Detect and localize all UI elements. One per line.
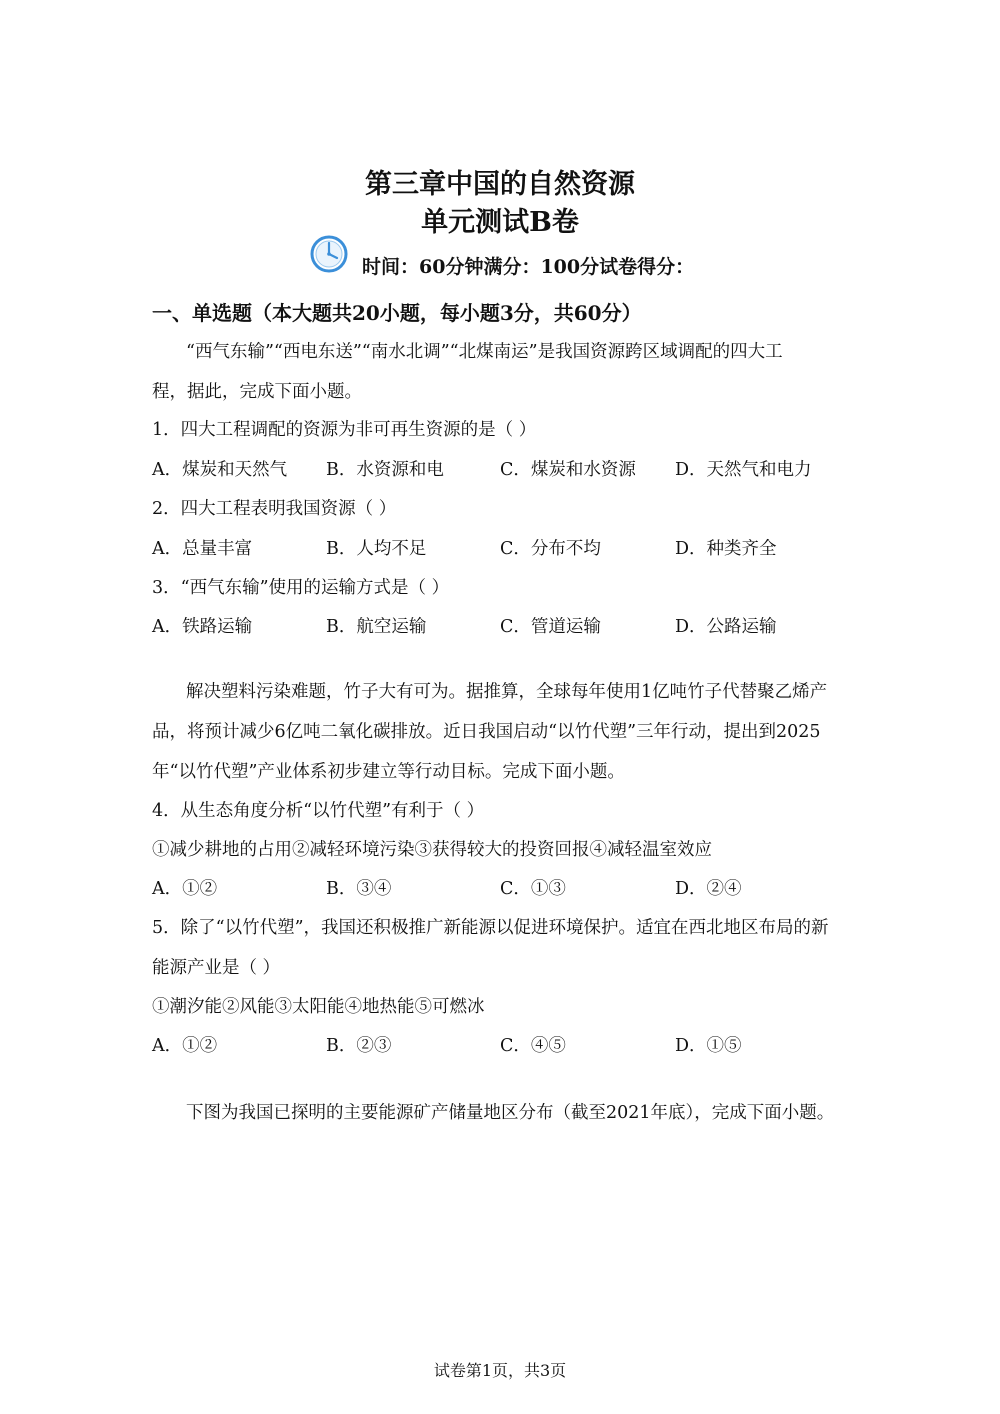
intro-1-line-1: “西气东输”“西电东送”“南水北调”“北煤南运”是我国资源跨区域调配的四大工 [186,342,783,362]
intro-2-line-1: 解决塑料污染难题，竹子大有可为。据推算，全球每年使用1亿吨竹子代替聚乙烯产 [186,682,828,702]
intro-3: 下图为我国已探明的主要能源矿产储量地区分布（截至2021年底），完成下面小题。 [186,1103,835,1123]
q4-option-d: D．②④ [675,879,742,899]
intro-1-line-2: 程，据此，完成下面小题。 [152,382,362,402]
q2-option-b: B．人均不足 [326,539,427,559]
q2-option-a: A．总量丰富 [152,539,253,559]
q5-option-c: C．④⑤ [500,1036,566,1056]
q1-option-c: C．煤炭和水资源 [500,460,636,480]
section-heading: 一、单选题（本大题共20小题，每小题3分，共60分） [152,301,642,325]
q1-option-b: B．水资源和电 [326,460,444,480]
question-3: 3．“西气东输”使用的运输方式是（ ） [152,578,450,598]
exam-meta: 时间：60分钟满分：100分试卷得分： [362,256,695,278]
page-footer: 试卷第1页，共3页 [433,1361,567,1380]
intro-2-line-3: 年“以竹代塑”产业体系初步建立等行动目标。完成下面小题。 [152,762,625,782]
q4-option-a: A．①② [152,879,218,899]
q1-option-a: A．煤炭和天然气 [152,460,288,480]
q3-option-d: D．公路运输 [675,617,777,637]
q3-option-b: B．航空运输 [326,617,427,637]
intro-2-line-2: 品，将预计减少6亿吨二氧化碳排放。近日我国启动“以竹代塑”三年行动，提出到2025 [152,722,821,742]
question-5-line-1: 5．除了“以竹代塑”，我国还积极推广新能源以促进环境保护。适宜在西北地区布局的新 [152,918,829,938]
q5-choice-list: ①潮汐能②风能③太阳能④地热能⑤可燃冰 [152,997,485,1017]
question-4: 4．从生态角度分析“以竹代塑”有利于（ ） [152,801,485,821]
clock-icon [309,234,349,274]
q3-option-c: C．管道运输 [500,617,601,637]
question-1: 1．四大工程调配的资源为非可再生资源的是（ ） [152,420,537,440]
q4-choice-list: ①减少耕地的占用②减轻环境污染③获得较大的投资回报④减轻温室效应 [152,840,712,860]
title-line-2: 单元测试B卷 [421,207,579,238]
q5-option-b: B．②③ [326,1036,392,1056]
q4-option-c: C．①③ [500,879,566,899]
q4-option-b: B．③④ [326,879,392,899]
q2-option-c: C．分布不均 [500,539,601,559]
q2-option-d: D．种类齐全 [675,539,777,559]
question-2: 2．四大工程表明我国资源（ ） [152,499,397,519]
q3-option-a: A．铁路运输 [152,617,253,637]
question-5-line-2: 能源产业是（ ） [152,958,281,978]
q5-option-a: A．①② [152,1036,218,1056]
q1-option-d: D．天然气和电力 [675,460,812,480]
title-line-1: 第三章中国的自然资源 [365,169,635,200]
q5-option-d: D．①⑤ [675,1036,742,1056]
